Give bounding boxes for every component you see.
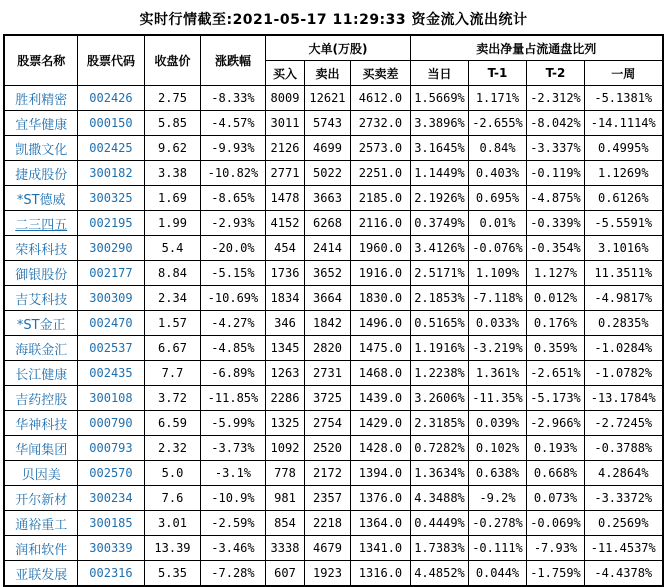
- change-pct-cell: -10.82%: [200, 161, 265, 186]
- net-sell-week-cell: -13.1784%: [585, 386, 663, 411]
- net-sell-day-cell: 1.2238%: [411, 361, 469, 386]
- table-row: [4, 311, 662, 336]
- net-sell-day-cell: 0.5165%: [411, 311, 469, 336]
- sell-cell: 5022: [304, 161, 350, 186]
- stock-code-cell[interactable]: 002470: [77, 311, 144, 336]
- stock-name-cell[interactable]: 长江健康: [4, 361, 77, 386]
- sell-cell: 2754: [304, 411, 350, 436]
- sell-cell: 2731: [304, 361, 350, 386]
- buy-sell-diff-cell: 1468.0: [350, 361, 410, 386]
- buy-sell-diff-cell: 2116.0: [350, 211, 410, 236]
- header-stock-code: 股票代码: [77, 35, 144, 86]
- net-sell-day-cell: 1.1916%: [411, 336, 469, 361]
- buy-sell-diff-cell: 2251.0: [350, 161, 410, 186]
- close-price-cell: 2.75: [144, 86, 200, 111]
- sell-cell: 1842: [304, 311, 350, 336]
- net-sell-t1-cell: -2.655%: [469, 111, 527, 136]
- buy-sell-diff-cell: 1394.0: [350, 461, 410, 486]
- net-sell-day-cell: 1.5669%: [411, 86, 469, 111]
- net-sell-t2-cell: 0.073%: [527, 486, 585, 511]
- net-sell-t1-cell: 1.109%: [469, 261, 527, 286]
- buy-cell: 8009: [265, 86, 304, 111]
- table-row: [4, 461, 662, 486]
- table-row: [4, 111, 662, 136]
- net-sell-week-cell: 3.1016%: [585, 236, 663, 261]
- table-row: [4, 236, 662, 261]
- net-sell-week-cell: -1.0782%: [585, 361, 663, 386]
- sell-cell: 2218: [304, 511, 350, 536]
- stock-name-cell[interactable]: 海联金汇: [4, 336, 77, 361]
- stock-code-cell[interactable]: 300339: [77, 536, 144, 561]
- stock-code-cell[interactable]: 002425: [77, 136, 144, 161]
- net-sell-day-cell: 2.1853%: [411, 286, 469, 311]
- net-sell-t1-cell: 0.638%: [469, 461, 527, 486]
- close-price-cell: 5.35: [144, 561, 200, 587]
- buy-cell: 454: [265, 236, 304, 261]
- buy-sell-diff-cell: 1429.0: [350, 411, 410, 436]
- net-sell-t2-cell: -0.119%: [527, 161, 585, 186]
- header-buy: 买入: [265, 61, 304, 86]
- net-sell-t2-cell: -5.173%: [527, 386, 585, 411]
- net-sell-t2-cell: 0.012%: [527, 286, 585, 311]
- net-sell-day-cell: 3.2606%: [411, 386, 469, 411]
- net-sell-week-cell: -5.1381%: [585, 86, 663, 111]
- net-sell-week-cell: 1.1269%: [585, 161, 663, 186]
- net-sell-t1-cell: 0.695%: [469, 186, 527, 211]
- sell-cell: 1923: [304, 561, 350, 587]
- buy-sell-diff-cell: 1960.0: [350, 236, 410, 261]
- net-sell-t1-cell: 0.039%: [469, 411, 527, 436]
- close-price-cell: 1.69: [144, 186, 200, 211]
- stock-code-cell[interactable]: 002570: [77, 461, 144, 486]
- stock-name-cell[interactable]: 吉艾科技: [4, 286, 77, 311]
- net-sell-day-cell: 1.7383%: [411, 536, 469, 561]
- net-sell-t1-cell: -0.278%: [469, 511, 527, 536]
- close-price-cell: 3.01: [144, 511, 200, 536]
- net-sell-day-cell: 2.3185%: [411, 411, 469, 436]
- net-sell-t1-cell: 0.01%: [469, 211, 527, 236]
- stock-code-cell[interactable]: 000150: [77, 111, 144, 136]
- net-sell-week-cell: 0.4995%: [585, 136, 663, 161]
- close-price-cell: 5.0: [144, 461, 200, 486]
- buy-cell: 346: [265, 311, 304, 336]
- stock-name-cell[interactable]: *ST德威: [4, 186, 77, 211]
- header-stock-name: 股票名称: [4, 35, 77, 86]
- buy-sell-diff-cell: 1376.0: [350, 486, 410, 511]
- table-row: [4, 386, 662, 411]
- net-sell-t1-cell: -7.118%: [469, 286, 527, 311]
- buy-cell: 1736: [265, 261, 304, 286]
- close-price-cell: 6.59: [144, 411, 200, 436]
- table-row: [4, 336, 662, 361]
- net-sell-t2-cell: -1.759%: [527, 561, 585, 587]
- table-row: [4, 536, 662, 561]
- sell-cell: 3652: [304, 261, 350, 286]
- close-price-cell: 7.6: [144, 486, 200, 511]
- close-price-cell: 5.4: [144, 236, 200, 261]
- stock-name-cell[interactable]: 御银股份: [4, 261, 77, 286]
- table-row: [4, 161, 662, 186]
- close-price-cell: 8.84: [144, 261, 200, 286]
- net-sell-t1-cell: -9.2%: [469, 486, 527, 511]
- net-sell-t2-cell: -2.966%: [527, 411, 585, 436]
- net-sell-day-cell: 2.1926%: [411, 186, 469, 211]
- sell-cell: 4699: [304, 136, 350, 161]
- net-sell-day-cell: 3.1645%: [411, 136, 469, 161]
- stock-name-cell[interactable]: 华神科技: [4, 411, 77, 436]
- net-sell-week-cell: -2.7245%: [585, 411, 663, 436]
- close-price-cell: 13.39: [144, 536, 200, 561]
- sell-cell: 2820: [304, 336, 350, 361]
- net-sell-week-cell: 4.2864%: [585, 461, 663, 486]
- buy-sell-diff-cell: 1916.0: [350, 261, 410, 286]
- buy-sell-diff-cell: 1364.0: [350, 511, 410, 536]
- buy-cell: 607: [265, 561, 304, 587]
- change-pct-cell: -4.85%: [200, 336, 265, 361]
- table-body: [4, 86, 662, 587]
- net-sell-week-cell: -5.5591%: [585, 211, 663, 236]
- stock-code-cell[interactable]: 300182: [77, 161, 144, 186]
- close-price-cell: 7.7: [144, 361, 200, 386]
- net-sell-t2-cell: -3.337%: [527, 136, 585, 161]
- table-row: [4, 486, 662, 511]
- net-sell-t2-cell: -0.069%: [527, 511, 585, 536]
- change-pct-cell: -2.93%: [200, 211, 265, 236]
- net-sell-day-cell: 3.3896%: [411, 111, 469, 136]
- buy-cell: 1478: [265, 186, 304, 211]
- close-price-cell: 1.99: [144, 211, 200, 236]
- change-pct-cell: -10.69%: [200, 286, 265, 311]
- net-sell-t1-cell: 0.84%: [469, 136, 527, 161]
- header-week: 一周: [585, 61, 663, 86]
- buy-sell-diff-cell: 2573.0: [350, 136, 410, 161]
- table-row: [4, 561, 662, 587]
- header-t2: T-2: [527, 61, 585, 86]
- stock-code-cell[interactable]: 002195: [77, 211, 144, 236]
- table-row: [4, 86, 662, 111]
- change-pct-cell: -20.0%: [200, 236, 265, 261]
- net-sell-t1-cell: 0.033%: [469, 311, 527, 336]
- net-sell-t2-cell: -4.875%: [527, 186, 585, 211]
- stock-name-cell[interactable]: 通裕重工: [4, 511, 77, 536]
- close-price-cell: 2.32: [144, 436, 200, 461]
- sell-cell: 3663: [304, 186, 350, 211]
- change-pct-cell: -5.15%: [200, 261, 265, 286]
- buy-sell-diff-cell: 4612.0: [350, 86, 410, 111]
- buy-cell: 2286: [265, 386, 304, 411]
- net-sell-t2-cell: -0.354%: [527, 236, 585, 261]
- net-sell-day-cell: 4.4852%: [411, 561, 469, 587]
- net-sell-t1-cell: 1.361%: [469, 361, 527, 386]
- change-pct-cell: -8.33%: [200, 86, 265, 111]
- header-sell: 卖出: [304, 61, 350, 86]
- header-buy-sell-diff: 买卖差: [350, 61, 410, 86]
- table-row: [4, 136, 662, 161]
- net-sell-week-cell: -4.4378%: [585, 561, 663, 587]
- sell-cell: 3725: [304, 386, 350, 411]
- net-sell-day-cell: 1.3634%: [411, 461, 469, 486]
- table-header: [4, 35, 662, 86]
- stock-code-cell[interactable]: 300108: [77, 386, 144, 411]
- buy-sell-diff-cell: 1830.0: [350, 286, 410, 311]
- net-sell-week-cell: 0.6126%: [585, 186, 663, 211]
- header-big-orders-group: 大单(万股): [265, 35, 410, 61]
- net-sell-day-cell: 3.4126%: [411, 236, 469, 261]
- net-sell-t1-cell: 0.044%: [469, 561, 527, 587]
- stock-name-cell[interactable]: 捷成股份: [4, 161, 77, 186]
- buy-cell: 1345: [265, 336, 304, 361]
- net-sell-day-cell: 0.4449%: [411, 511, 469, 536]
- net-sell-t1-cell: 0.403%: [469, 161, 527, 186]
- buy-sell-diff-cell: 1341.0: [350, 536, 410, 561]
- net-sell-t1-cell: 0.102%: [469, 436, 527, 461]
- net-sell-week-cell: -1.0284%: [585, 336, 663, 361]
- header-net-sell-group: 卖出净量占流通盘比列: [411, 35, 663, 61]
- close-price-cell: 9.62: [144, 136, 200, 161]
- stock-name-cell[interactable]: 胜利精密: [4, 86, 77, 111]
- change-pct-cell: -6.89%: [200, 361, 265, 386]
- buy-sell-diff-cell: 1428.0: [350, 436, 410, 461]
- stock-code-cell[interactable]: 300290: [77, 236, 144, 261]
- net-sell-t2-cell: -0.339%: [527, 211, 585, 236]
- buy-sell-diff-cell: 1316.0: [350, 561, 410, 587]
- change-pct-cell: -3.1%: [200, 461, 265, 486]
- close-price-cell: 3.38: [144, 161, 200, 186]
- net-sell-t2-cell: -7.93%: [527, 536, 585, 561]
- stock-code-cell[interactable]: 300234: [77, 486, 144, 511]
- stock-code-cell[interactable]: 300185: [77, 511, 144, 536]
- net-sell-t2-cell: -2.651%: [527, 361, 585, 386]
- change-pct-cell: -5.99%: [200, 411, 265, 436]
- stock-code-cell[interactable]: 002435: [77, 361, 144, 386]
- net-sell-t2-cell: 0.359%: [527, 336, 585, 361]
- stock-name-cell[interactable]: 宜华健康: [4, 111, 77, 136]
- net-sell-t1-cell: -11.35%: [469, 386, 527, 411]
- stock-name-cell[interactable]: 荣科科技: [4, 236, 77, 261]
- change-pct-cell: -10.9%: [200, 486, 265, 511]
- buy-cell: 2126: [265, 136, 304, 161]
- net-sell-day-cell: 4.3488%: [411, 486, 469, 511]
- close-price-cell: 5.85: [144, 111, 200, 136]
- net-sell-day-cell: 0.3749%: [411, 211, 469, 236]
- change-pct-cell: -4.27%: [200, 311, 265, 336]
- stock-name-cell[interactable]: 开尔新材: [4, 486, 77, 511]
- stock-code-cell[interactable]: 002537: [77, 336, 144, 361]
- net-sell-week-cell: -14.1114%: [585, 111, 663, 136]
- net-sell-week-cell: 0.2835%: [585, 311, 663, 336]
- buy-sell-diff-cell: 2185.0: [350, 186, 410, 211]
- table-row: [4, 361, 662, 386]
- change-pct-cell: -2.59%: [200, 511, 265, 536]
- stock-name-cell[interactable]: 贝因美: [4, 461, 77, 486]
- table-row: [4, 186, 662, 211]
- header-day: 当日: [411, 61, 469, 86]
- change-pct-cell: -4.57%: [200, 111, 265, 136]
- table-row: [4, 211, 662, 236]
- change-pct-cell: -8.65%: [200, 186, 265, 211]
- change-pct-cell: -3.73%: [200, 436, 265, 461]
- net-sell-t2-cell: 0.668%: [527, 461, 585, 486]
- stock-code-cell[interactable]: 002426: [77, 86, 144, 111]
- buy-cell: 1834: [265, 286, 304, 311]
- close-price-cell: 6.67: [144, 336, 200, 361]
- buy-cell: 981: [265, 486, 304, 511]
- stock-code-cell[interactable]: 002177: [77, 261, 144, 286]
- table-row: [4, 436, 662, 461]
- buy-cell: 2771: [265, 161, 304, 186]
- sell-cell: 4679: [304, 536, 350, 561]
- buy-cell: 778: [265, 461, 304, 486]
- header-close-price: 收盘价: [144, 35, 200, 86]
- net-sell-t2-cell: 0.193%: [527, 436, 585, 461]
- net-sell-t1-cell: -3.219%: [469, 336, 527, 361]
- close-price-cell: 1.57: [144, 311, 200, 336]
- stock-code-cell[interactable]: 300309: [77, 286, 144, 311]
- stock-code-cell[interactable]: 002316: [77, 561, 144, 587]
- buy-cell: 3011: [265, 111, 304, 136]
- sell-cell: 3664: [304, 286, 350, 311]
- net-sell-t2-cell: 0.176%: [527, 311, 585, 336]
- stock-code-cell[interactable]: 000790: [77, 411, 144, 436]
- net-sell-t2-cell: -8.042%: [527, 111, 585, 136]
- net-sell-week-cell: -11.4537%: [585, 536, 663, 561]
- net-sell-day-cell: 2.5171%: [411, 261, 469, 286]
- buy-sell-diff-cell: 1475.0: [350, 336, 410, 361]
- stock-name-cell[interactable]: 凯撒文化: [4, 136, 77, 161]
- sell-cell: 2172: [304, 461, 350, 486]
- sell-cell: 2357: [304, 486, 350, 511]
- header-t1: T-1: [469, 61, 527, 86]
- buy-sell-diff-cell: 2732.0: [350, 111, 410, 136]
- stock-code-cell[interactable]: 300325: [77, 186, 144, 211]
- sell-cell: 5743: [304, 111, 350, 136]
- change-pct-cell: -9.93%: [200, 136, 265, 161]
- table-row: [4, 411, 662, 436]
- change-pct-cell: -3.46%: [200, 536, 265, 561]
- page-title: 实时行情截至:2021-05-17 11:29:33 资金流入流出统计: [139, 12, 528, 28]
- net-sell-day-cell: 1.1449%: [411, 161, 469, 186]
- net-sell-week-cell: -4.9817%: [585, 286, 663, 311]
- net-sell-week-cell: -3.3372%: [585, 486, 663, 511]
- table-row: [4, 286, 662, 311]
- stock-name-cell[interactable]: 二三四五: [4, 211, 77, 236]
- net-sell-t1-cell: -0.076%: [469, 236, 527, 261]
- stock-name-cell[interactable]: *ST金正: [4, 311, 77, 336]
- buy-cell: 1263: [265, 361, 304, 386]
- close-price-cell: 3.72: [144, 386, 200, 411]
- table-row: [4, 511, 662, 536]
- header-change-pct: 涨跌幅: [200, 35, 265, 86]
- sell-cell: 12621: [304, 86, 350, 111]
- close-price-cell: 2.34: [144, 286, 200, 311]
- stock-name-cell[interactable]: 华闻集团: [4, 436, 77, 461]
- sell-cell: 2414: [304, 236, 350, 261]
- buy-cell: 3338: [265, 536, 304, 561]
- buy-cell: 1325: [265, 411, 304, 436]
- fund-flow-table: [3, 34, 663, 587]
- buy-cell: 854: [265, 511, 304, 536]
- buy-cell: 1092: [265, 436, 304, 461]
- net-sell-t1-cell: 1.171%: [469, 86, 527, 111]
- stock-code-cell[interactable]: 000793: [77, 436, 144, 461]
- sell-cell: 6268: [304, 211, 350, 236]
- table-row: [4, 261, 662, 286]
- change-pct-cell: -11.85%: [200, 386, 265, 411]
- net-sell-week-cell: 0.2569%: [585, 511, 663, 536]
- net-sell-t2-cell: 1.127%: [527, 261, 585, 286]
- stock-name-cell[interactable]: 润和软件: [4, 536, 77, 561]
- sell-cell: 2520: [304, 436, 350, 461]
- buy-sell-diff-cell: 1496.0: [350, 311, 410, 336]
- stock-name-cell[interactable]: 吉药控股: [4, 386, 77, 411]
- net-sell-week-cell: -0.3788%: [585, 436, 663, 461]
- net-sell-t2-cell: -2.312%: [527, 86, 585, 111]
- buy-cell: 4152: [265, 211, 304, 236]
- net-sell-day-cell: 0.7282%: [411, 436, 469, 461]
- buy-sell-diff-cell: 1439.0: [350, 386, 410, 411]
- net-sell-t1-cell: -0.111%: [469, 536, 527, 561]
- change-pct-cell: -7.28%: [200, 561, 265, 587]
- net-sell-week-cell: 11.3511%: [585, 261, 663, 286]
- stock-name-cell[interactable]: 亚联发展: [4, 561, 77, 587]
